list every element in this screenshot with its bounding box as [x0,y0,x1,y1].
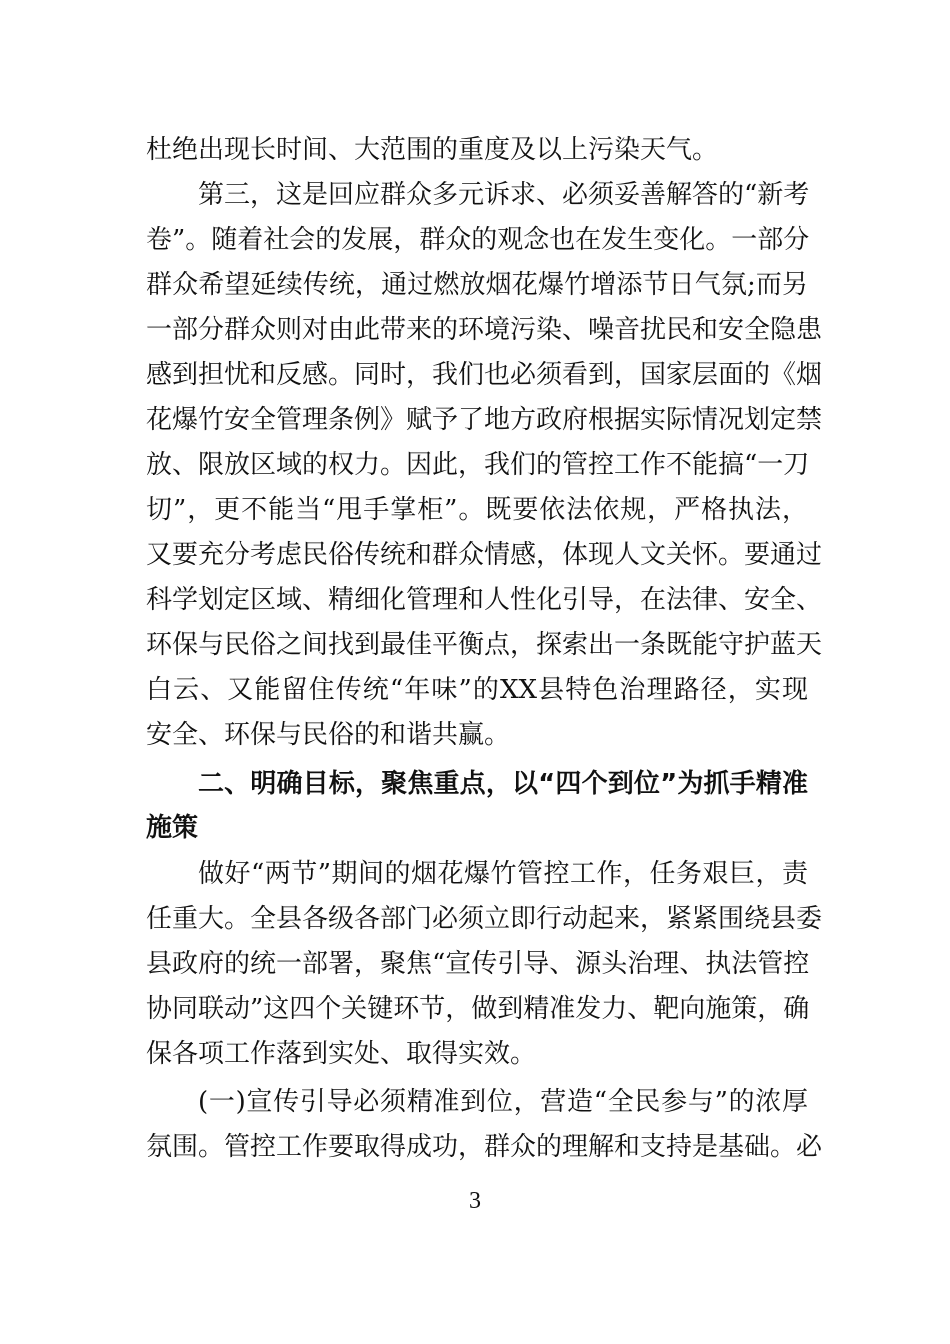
body-text-line: 花爆竹安全管理条例》赋予了地方政府根据实际情况划定禁 [146,405,823,435]
body-text-line: 安全、环保与民俗的和谐共赢。 [146,720,511,750]
body-text-line: 任重大。全县各级各部门必须立即行动起来，紧紧围绕县委 [146,904,823,934]
body-text-line: 白云、又能留住传统“年味”的XX县特色治理路径，实现 [146,675,808,705]
body-text-line: 协同联动”这四个关键环节，做到精准发力、靶向施策，确 [146,994,810,1024]
body-text-line: 县政府的统一部署，聚焦“宣传引导、源头治理、执法管控 [146,949,810,979]
body-text-line: 杜绝出现长时间、大范围的重度及以上污染天气。 [146,135,719,165]
subsection-heading-line: (一)宣传引导必须精准到位，营造“全民参与”的浓厚 [198,1087,808,1117]
body-text-line: 一部分群众则对由此带来的环境污染、噪音扰民和安全隐患 [146,315,823,345]
section-heading-continued: 施策 [146,813,199,843]
body-text-line: 感到担忧和反感。同时，我们也必须看到，国家层面的《烟 [146,360,823,390]
body-text-line: 又要充分考虑民俗传统和群众情感，体现人文关怀。要通过 [146,540,823,570]
page-number: 3 [469,1188,481,1214]
body-text-line: 群众希望延续传统，通过燃放烟花爆竹增添节日气氛;而另 [146,270,808,300]
body-text-line: 环保与民俗之间找到最佳平衡点，探索出一条既能守护蓝天 [146,630,823,660]
paragraph-first-line: 做好“两节”期间的烟花爆竹管控工作，任务艰巨，责 [198,859,808,889]
body-text-line: 保各项工作落到实处、取得实效。 [146,1039,537,1069]
paragraph-first-line: 第三，这是回应群众多元诉求、必须妥善解答的“新考 [198,180,810,210]
body-text-line: 卷”。随着社会的发展，群众的观念也在发生变化。一部分 [146,225,810,255]
body-text-line: 切”，更不能当“甩手掌柜”。既要依法依规，严格执法， [146,495,808,525]
body-text-line: 氛围。管控工作要取得成功，群众的理解和支持是基础。必 [146,1132,823,1162]
body-text-line: 科学划定区域、精细化管理和人性化引导，在法律、安全、 [146,585,823,615]
body-text-line: 放、限放区域的权力。因此，我们的管控工作不能搞“一刀 [146,450,810,480]
section-heading: 二、明确目标，聚焦重点，以“四个到位”为抓手精准 [198,769,808,799]
